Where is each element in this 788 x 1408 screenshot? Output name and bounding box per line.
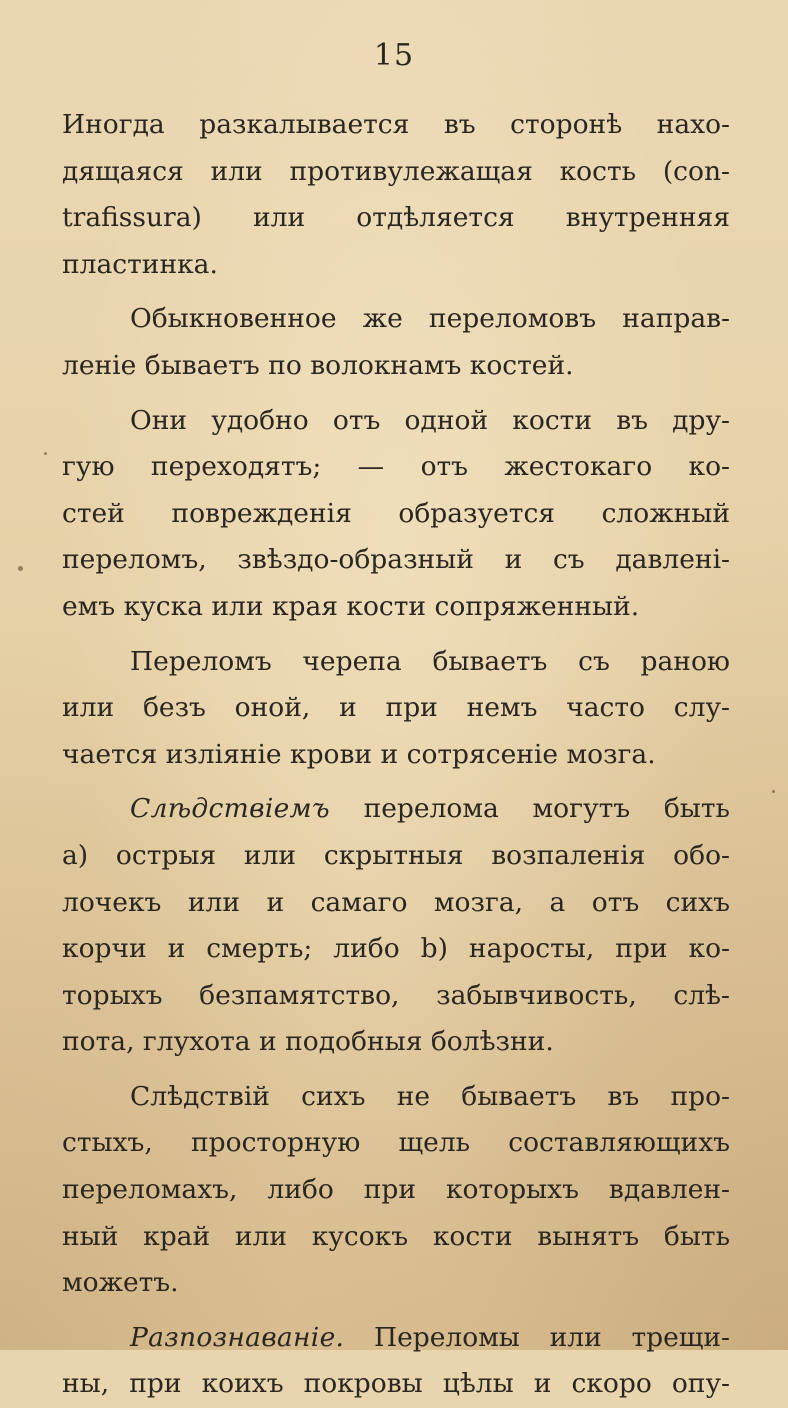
text-run: перелома могутъ быть [329,793,730,825]
text-line: гую переходятъ; — отъ жестокаго ко- [62,451,730,483]
text-line [62,1315,730,1362]
text-line [62,786,730,833]
text-line: переломъ, звѣздо-образный и съ давлені- [62,544,730,576]
text-line: стей поврежденія образуется сложный [62,497,730,529]
text-line: пота, глухота и подобныя болѣзни. [62,1026,554,1058]
text-line: дящаяся или противулежащая кость (con- [62,155,730,187]
text-line: пластинка. [62,248,218,280]
text-line: емъ куска или края кости сопряженный. [62,590,640,622]
paper-speck [18,566,23,571]
text-line: леніе бываетъ по волокнамъ костей. [62,349,574,381]
text-line: Слѣдствій сихъ не бываетъ въ про- [130,1080,730,1112]
text-line: ный край или кусокъ кости вынятъ быть [62,1220,730,1252]
text-line: Они удобно отъ одной кости въ дру- [130,404,730,436]
text-body [62,102,730,1408]
text-run: Переломы или трещи- [344,1321,730,1353]
text-line: или безъ оной, и при немъ часто слу- [62,692,730,724]
text-line: Обыкновенное же переломовъ направ- [130,303,730,335]
text-line: ны, при коихъ покровы цѣлы и скоро опу- [62,1368,730,1400]
text-line: корчи и смерть; либо b) наросты, при ко- [62,933,730,965]
text-line: Переломъ черепа бываетъ съ раною [130,645,730,677]
page-number: 15 [373,38,415,73]
text-line: торыхъ безпамятство, забывчивость, слѣ- [62,979,730,1011]
paper-speck [772,790,775,793]
text-line: Иногда разкалывается въ сторонѣ нахо- [62,109,730,140]
italic-term: Слѣдствіемъ [130,793,330,825]
italic-term: Разпознаваніе. [130,1321,345,1353]
text-line: переломахъ, либо при которыхъ вдавлен- [62,1174,730,1206]
paper-speck [44,452,47,455]
text-line: можетъ. [62,1267,179,1299]
text-line: а) острыя или скрытныя возпаленія обо- [62,839,730,871]
text-line: trafissura) или отдѣляется внутренняя [62,202,730,234]
text-line: стыхъ, просторную щель составляющихъ [62,1127,730,1159]
text-line: чается изліяніе крови и сотрясеніе мозга. [62,738,656,770]
text-line: лочекъ или и самаго мозга, а отъ сихъ [62,886,730,918]
